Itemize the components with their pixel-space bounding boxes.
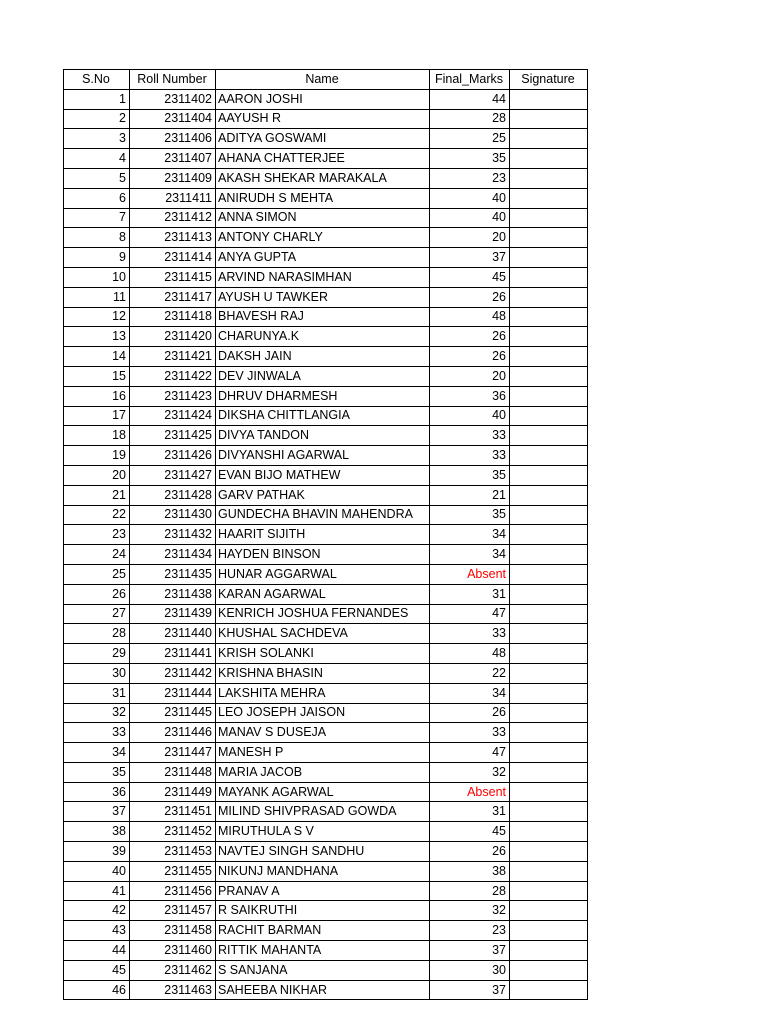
sno-cell: 42 [64, 901, 130, 921]
roll-number-cell: 2311422 [130, 366, 216, 386]
sno-cell: 40 [64, 861, 130, 881]
final-marks-cell: 48 [430, 644, 510, 664]
sno-cell: 44 [64, 941, 130, 961]
signature-cell [510, 663, 588, 683]
name-cell: ADITYA GOSWAMI [216, 129, 430, 149]
table-row [64, 545, 588, 565]
roll-number-cell: 2311455 [130, 861, 216, 881]
roll-number-cell: 2311451 [130, 802, 216, 822]
table-row [64, 624, 588, 644]
sno-cell: 28 [64, 624, 130, 644]
signature-cell [510, 782, 588, 802]
sno-cell: 12 [64, 307, 130, 327]
final-marks-cell: 26 [430, 347, 510, 367]
table-row [64, 426, 588, 446]
sno-cell: 34 [64, 743, 130, 763]
name-cell: ANTONY CHARLY [216, 228, 430, 248]
table-row [64, 584, 588, 604]
table-row [64, 347, 588, 367]
table-row [64, 881, 588, 901]
final-marks-cell: 38 [430, 861, 510, 881]
name-cell: GUNDECHA BHAVIN MAHENDRA [216, 505, 430, 525]
final-marks-cell: 28 [430, 109, 510, 129]
signature-cell [510, 228, 588, 248]
final-marks-cell: 34 [430, 683, 510, 703]
sno-cell: 22 [64, 505, 130, 525]
name-cell: CHARUNYA.K [216, 327, 430, 347]
table-row [64, 446, 588, 466]
signature-cell [510, 604, 588, 624]
final-marks-cell: 36 [430, 386, 510, 406]
final-marks-cell: 34 [430, 525, 510, 545]
signature-cell [510, 762, 588, 782]
sno-cell: 24 [64, 545, 130, 565]
signature-cell [510, 564, 588, 584]
final-marks-cell: 28 [430, 881, 510, 901]
signature-cell [510, 426, 588, 446]
roll-number-cell: 2311442 [130, 663, 216, 683]
header-row [64, 70, 588, 90]
name-cell: R SAIKRUTHI [216, 901, 430, 921]
final-marks-cell: 47 [430, 604, 510, 624]
signature-cell [510, 347, 588, 367]
signature-cell [510, 287, 588, 307]
sno-cell: 41 [64, 881, 130, 901]
signature-cell [510, 248, 588, 268]
roll-number-cell: 2311453 [130, 842, 216, 862]
roll-number-cell: 2311414 [130, 248, 216, 268]
sno-cell: 20 [64, 465, 130, 485]
signature-cell [510, 307, 588, 327]
name-cell: EVAN BIJO MATHEW [216, 465, 430, 485]
name-cell: DAKSH JAIN [216, 347, 430, 367]
name-cell: MIRUTHULA S V [216, 822, 430, 842]
table-row [64, 485, 588, 505]
signature-cell [510, 743, 588, 763]
signature-cell [510, 960, 588, 980]
sno-cell: 18 [64, 426, 130, 446]
name-cell: MARIA JACOB [216, 762, 430, 782]
name-cell: MAYANK AGARWAL [216, 782, 430, 802]
name-cell: SAHEEBA NIKHAR [216, 980, 430, 1000]
final-marks-cell: 20 [430, 228, 510, 248]
sno-cell: 19 [64, 446, 130, 466]
name-cell: S SANJANA [216, 960, 430, 980]
sno-cell: 23 [64, 525, 130, 545]
final-marks-cell: 21 [430, 485, 510, 505]
signature-cell [510, 327, 588, 347]
header-signature: Signature [510, 70, 588, 90]
final-marks-cell: 23 [430, 168, 510, 188]
sno-cell: 2 [64, 109, 130, 129]
roll-number-cell: 2311415 [130, 267, 216, 287]
sno-cell: 27 [64, 604, 130, 624]
signature-cell [510, 921, 588, 941]
sno-cell: 46 [64, 980, 130, 1000]
name-cell: LAKSHITA MEHRA [216, 683, 430, 703]
signature-cell [510, 109, 588, 129]
table-row [64, 188, 588, 208]
final-marks-cell: 45 [430, 267, 510, 287]
table-row [64, 921, 588, 941]
sno-cell: 26 [64, 584, 130, 604]
marks-sheet [63, 69, 588, 1000]
table-row [64, 267, 588, 287]
signature-cell [510, 802, 588, 822]
sno-cell: 9 [64, 248, 130, 268]
table-row [64, 782, 588, 802]
signature-cell [510, 465, 588, 485]
signature-cell [510, 505, 588, 525]
roll-number-cell: 2311445 [130, 703, 216, 723]
final-marks-cell: 22 [430, 663, 510, 683]
sno-cell: 21 [64, 485, 130, 505]
name-cell: AKASH SHEKAR MARAKALA [216, 168, 430, 188]
roll-number-cell: 2311456 [130, 881, 216, 901]
signature-cell [510, 624, 588, 644]
name-cell: KHUSHAL SACHDEVA [216, 624, 430, 644]
name-cell: BHAVESH RAJ [216, 307, 430, 327]
final-marks-cell: 47 [430, 743, 510, 763]
final-marks-cell: 37 [430, 980, 510, 1000]
sno-cell: 15 [64, 366, 130, 386]
final-marks-cell: Absent [430, 782, 510, 802]
name-cell: HAYDEN BINSON [216, 545, 430, 565]
sno-cell: 5 [64, 168, 130, 188]
roll-number-cell: 2311402 [130, 89, 216, 109]
sno-cell: 30 [64, 663, 130, 683]
table-row [64, 842, 588, 862]
final-marks-cell: 20 [430, 366, 510, 386]
signature-cell [510, 188, 588, 208]
roll-number-cell: 2311417 [130, 287, 216, 307]
name-cell: ARVIND NARASIMHAN [216, 267, 430, 287]
sno-cell: 35 [64, 762, 130, 782]
name-cell: HAARIT SIJITH [216, 525, 430, 545]
table-row [64, 307, 588, 327]
roll-number-cell: 2311411 [130, 188, 216, 208]
sno-cell: 16 [64, 386, 130, 406]
signature-cell [510, 723, 588, 743]
final-marks-cell: 35 [430, 149, 510, 169]
name-cell: AYUSH U TAWKER [216, 287, 430, 307]
signature-cell [510, 267, 588, 287]
table-row [64, 663, 588, 683]
table-row [64, 723, 588, 743]
sno-cell: 37 [64, 802, 130, 822]
roll-number-cell: 2311446 [130, 723, 216, 743]
final-marks-cell: 26 [430, 703, 510, 723]
sno-cell: 13 [64, 327, 130, 347]
table-row [64, 366, 588, 386]
name-cell: RITTIK MAHANTA [216, 941, 430, 961]
final-marks-cell: 31 [430, 802, 510, 822]
final-marks-cell: 23 [430, 921, 510, 941]
final-marks-cell: 45 [430, 822, 510, 842]
roll-number-cell: 2311424 [130, 406, 216, 426]
table-row [64, 604, 588, 624]
roll-number-cell: 2311421 [130, 347, 216, 367]
roll-number-cell: 2311439 [130, 604, 216, 624]
final-marks-cell: 37 [430, 941, 510, 961]
roll-number-cell: 2311418 [130, 307, 216, 327]
table-row [64, 248, 588, 268]
roll-number-cell: 2311404 [130, 109, 216, 129]
sno-cell: 10 [64, 267, 130, 287]
final-marks-cell: Absent [430, 564, 510, 584]
final-marks-cell: 35 [430, 505, 510, 525]
sno-cell: 38 [64, 822, 130, 842]
sno-cell: 25 [64, 564, 130, 584]
sno-cell: 45 [64, 960, 130, 980]
final-marks-cell: 33 [430, 723, 510, 743]
table-row [64, 644, 588, 664]
signature-cell [510, 941, 588, 961]
name-cell: MANAV S DUSEJA [216, 723, 430, 743]
sno-cell: 36 [64, 782, 130, 802]
signature-cell [510, 842, 588, 862]
signature-cell [510, 545, 588, 565]
signature-cell [510, 89, 588, 109]
table-row [64, 525, 588, 545]
name-cell: LEO JOSEPH JAISON [216, 703, 430, 723]
signature-cell [510, 366, 588, 386]
table-row [64, 861, 588, 881]
roll-number-cell: 2311427 [130, 465, 216, 485]
table-row [64, 109, 588, 129]
roll-number-cell: 2311452 [130, 822, 216, 842]
name-cell: NIKUNJ MANDHANA [216, 861, 430, 881]
table-row [64, 941, 588, 961]
signature-cell [510, 525, 588, 545]
roll-number-cell: 2311406 [130, 129, 216, 149]
roll-number-cell: 2311430 [130, 505, 216, 525]
table-row [64, 505, 588, 525]
table-row [64, 743, 588, 763]
final-marks-cell: 33 [430, 446, 510, 466]
roll-number-cell: 2311447 [130, 743, 216, 763]
table-row [64, 703, 588, 723]
final-marks-cell: 26 [430, 842, 510, 862]
final-marks-cell: 32 [430, 901, 510, 921]
name-cell: KRISH SOLANKI [216, 644, 430, 664]
marks-table [63, 69, 588, 1000]
sno-cell: 29 [64, 644, 130, 664]
table-row [64, 901, 588, 921]
name-cell: ANYA GUPTA [216, 248, 430, 268]
name-cell: NAVTEJ SINGH SANDHU [216, 842, 430, 862]
sno-cell: 3 [64, 129, 130, 149]
roll-number-cell: 2311458 [130, 921, 216, 941]
signature-cell [510, 149, 588, 169]
final-marks-cell: 33 [430, 624, 510, 644]
signature-cell [510, 901, 588, 921]
name-cell: AARON JOSHI [216, 89, 430, 109]
final-marks-cell: 40 [430, 406, 510, 426]
roll-number-cell: 2311462 [130, 960, 216, 980]
final-marks-cell: 48 [430, 307, 510, 327]
signature-cell [510, 129, 588, 149]
roll-number-cell: 2311440 [130, 624, 216, 644]
sno-cell: 8 [64, 228, 130, 248]
roll-number-cell: 2311413 [130, 228, 216, 248]
sno-cell: 32 [64, 703, 130, 723]
signature-cell [510, 584, 588, 604]
roll-number-cell: 2311457 [130, 901, 216, 921]
sno-cell: 17 [64, 406, 130, 426]
table-row [64, 683, 588, 703]
name-cell: DIVYA TANDON [216, 426, 430, 446]
name-cell: MILIND SHIVPRASAD GOWDA [216, 802, 430, 822]
name-cell: DIVYANSHI AGARWAL [216, 446, 430, 466]
roll-number-cell: 2311449 [130, 782, 216, 802]
final-marks-cell: 25 [430, 129, 510, 149]
final-marks-cell: 30 [430, 960, 510, 980]
final-marks-cell: 37 [430, 248, 510, 268]
final-marks-cell: 40 [430, 188, 510, 208]
sno-cell: 33 [64, 723, 130, 743]
final-marks-cell: 31 [430, 584, 510, 604]
roll-number-cell: 2311428 [130, 485, 216, 505]
signature-cell [510, 485, 588, 505]
name-cell: PRANAV A [216, 881, 430, 901]
table-row [64, 89, 588, 109]
final-marks-cell: 34 [430, 545, 510, 565]
table-row [64, 208, 588, 228]
roll-number-cell: 2311444 [130, 683, 216, 703]
roll-number-cell: 2311438 [130, 584, 216, 604]
table-row [64, 822, 588, 842]
sno-cell: 4 [64, 149, 130, 169]
table-row [64, 386, 588, 406]
signature-cell [510, 881, 588, 901]
header-roll-number: Roll Number [130, 70, 216, 90]
signature-cell [510, 208, 588, 228]
signature-cell [510, 703, 588, 723]
header-sno: S.No [64, 70, 130, 90]
sno-cell: 14 [64, 347, 130, 367]
table-row [64, 762, 588, 782]
sno-cell: 11 [64, 287, 130, 307]
name-cell: KENRICH JOSHUA FERNANDES [216, 604, 430, 624]
table-row [64, 802, 588, 822]
signature-cell [510, 861, 588, 881]
table-row [64, 168, 588, 188]
roll-number-cell: 2311425 [130, 426, 216, 446]
name-cell: GARV PATHAK [216, 485, 430, 505]
final-marks-cell: 33 [430, 426, 510, 446]
roll-number-cell: 2311407 [130, 149, 216, 169]
final-marks-cell: 40 [430, 208, 510, 228]
table-row [64, 980, 588, 1000]
signature-cell [510, 168, 588, 188]
table-row [64, 465, 588, 485]
name-cell: KARAN AGARWAL [216, 584, 430, 604]
header-name: Name [216, 70, 430, 90]
signature-cell [510, 406, 588, 426]
name-cell: ANNA SIMON [216, 208, 430, 228]
table-row [64, 960, 588, 980]
name-cell: AAYUSH R [216, 109, 430, 129]
table-row [64, 287, 588, 307]
signature-cell [510, 683, 588, 703]
roll-number-cell: 2311423 [130, 386, 216, 406]
roll-number-cell: 2311434 [130, 545, 216, 565]
table-row [64, 149, 588, 169]
final-marks-cell: 26 [430, 287, 510, 307]
roll-number-cell: 2311420 [130, 327, 216, 347]
roll-number-cell: 2311435 [130, 564, 216, 584]
signature-cell [510, 386, 588, 406]
roll-number-cell: 2311448 [130, 762, 216, 782]
roll-number-cell: 2311409 [130, 168, 216, 188]
roll-number-cell: 2311432 [130, 525, 216, 545]
name-cell: DIKSHA CHITTLANGIA [216, 406, 430, 426]
sno-cell: 39 [64, 842, 130, 862]
roll-number-cell: 2311463 [130, 980, 216, 1000]
final-marks-cell: 35 [430, 465, 510, 485]
table-row [64, 564, 588, 584]
header-final-marks: Final_Marks [430, 70, 510, 90]
final-marks-cell: 32 [430, 762, 510, 782]
table-row [64, 406, 588, 426]
signature-cell [510, 980, 588, 1000]
sno-cell: 1 [64, 89, 130, 109]
final-marks-cell: 26 [430, 327, 510, 347]
signature-cell [510, 446, 588, 466]
name-cell: HUNAR AGGARWAL [216, 564, 430, 584]
name-cell: KRISHNA BHASIN [216, 663, 430, 683]
roll-number-cell: 2311460 [130, 941, 216, 961]
sno-cell: 7 [64, 208, 130, 228]
table-row [64, 129, 588, 149]
final-marks-cell: 44 [430, 89, 510, 109]
sno-cell: 31 [64, 683, 130, 703]
roll-number-cell: 2311426 [130, 446, 216, 466]
signature-cell [510, 822, 588, 842]
name-cell: MANESH P [216, 743, 430, 763]
name-cell: AHANA CHATTERJEE [216, 149, 430, 169]
name-cell: RACHIT BARMAN [216, 921, 430, 941]
roll-number-cell: 2311412 [130, 208, 216, 228]
name-cell: ANIRUDH S MEHTA [216, 188, 430, 208]
table-body [64, 89, 588, 1000]
table-row [64, 327, 588, 347]
name-cell: DEV JINWALA [216, 366, 430, 386]
sno-cell: 43 [64, 921, 130, 941]
sno-cell: 6 [64, 188, 130, 208]
roll-number-cell: 2311441 [130, 644, 216, 664]
signature-cell [510, 644, 588, 664]
name-cell: DHRUV DHARMESH [216, 386, 430, 406]
table-row [64, 228, 588, 248]
